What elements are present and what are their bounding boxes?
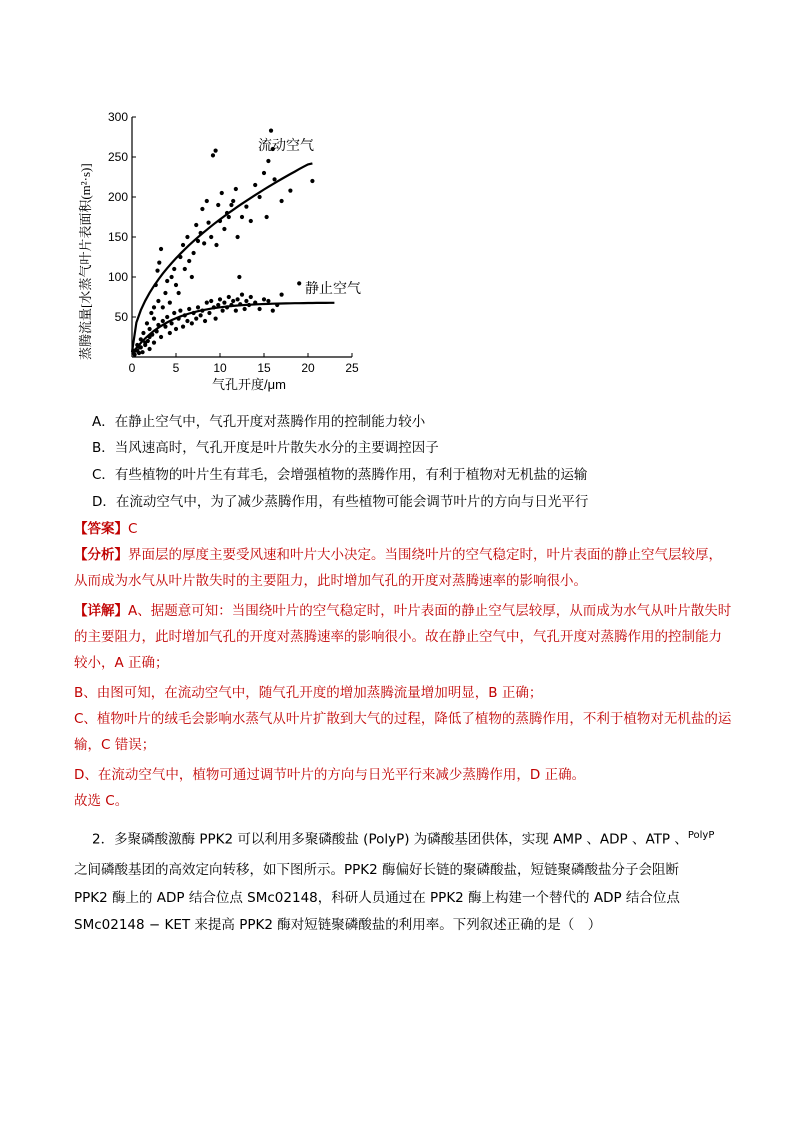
answer-value: C (128, 521, 138, 537)
detail-label: 【详解】 (74, 603, 128, 619)
flowing-air-point (177, 291, 181, 295)
question2-line1-sup: PolyP (687, 830, 715, 841)
question2-line4: SMc02148 − KET 来提高 PPK2 酶对短链聚磷酸盐的利用率。下列叙述正确的是（ ） (74, 917, 602, 933)
option-c: C．有些植物的叶片生有茸毛，会增强植物的蒸腾作用，有利于植物对无机盐的运输 (92, 467, 588, 483)
detail-c: C、植物叶片的绒毛会影响水蒸气从叶片扩散到大气的过程，降低了植物的蒸腾作用，不利于植物对无机盐的运输，C 错误； (74, 711, 732, 753)
flowing-air-point (161, 305, 165, 309)
flowing-air-point (253, 183, 257, 187)
still-air-point (172, 311, 176, 315)
still-air-point (165, 315, 169, 319)
y-tick-label: 250 (107, 150, 128, 164)
x-axis-label: 气孔开度/μm (212, 377, 286, 392)
still-air-point (227, 295, 231, 299)
flowing-air-point (280, 199, 284, 203)
flowing-air-point (163, 291, 167, 295)
still-air-point (236, 297, 240, 301)
still-air-point (174, 327, 178, 331)
analysis-text: 界面层的厚度主要受风速和叶片大小决定。当围绕叶片的空气稳定时，叶片表面的静止空气层较厚，从而成为水气从叶片散失时的主要阻力，此时增加气孔的开度对蒸腾速率的影响很小。 (74, 547, 722, 589)
question2-line2: 之间磷酸基团的高效定向转移，如下图所示。PPK2 酶偏好长链的聚磷酸盐，短链聚磷酸盐分子会阻断 (74, 862, 680, 878)
flowing-air-point (187, 259, 191, 263)
flowing-air-point (185, 235, 189, 239)
flowing-air-point (181, 243, 185, 247)
flowing-air-point (152, 305, 156, 309)
detail-a (74, 598, 734, 676)
x-tick-label: 20 (301, 361, 315, 375)
flowing-air-point (220, 191, 224, 195)
flowing-air-point (310, 179, 314, 183)
still-air-point (152, 341, 156, 345)
flowing-air-point (155, 269, 159, 273)
still-air-point (214, 317, 218, 321)
y-tick-label: 50 (114, 310, 128, 324)
still-air-point (203, 319, 207, 323)
detail-conclusion: 故选 C。 (74, 793, 129, 809)
still-air-point (168, 331, 172, 335)
still-air-point (178, 309, 182, 313)
flowing-air-point (214, 149, 218, 153)
answer-label: 【答案】 (74, 521, 128, 537)
still-air-point (140, 350, 144, 354)
y-tick-label: 100 (107, 270, 128, 284)
flowing-air-point (183, 267, 187, 271)
still-air-point (240, 293, 244, 297)
flowing-air-point (165, 279, 169, 283)
transpiration-scatter-chart (70, 105, 390, 395)
x-tick-label: 0 (128, 361, 136, 375)
y-tick-label: 150 (107, 230, 128, 244)
flowing-air-point (206, 221, 210, 225)
flowing-air-point (227, 215, 231, 219)
y-tick-label: 300 (107, 110, 128, 124)
flowing-air-point (236, 235, 240, 239)
flowing-air-point (272, 177, 276, 181)
flowing-air-point (249, 219, 253, 223)
flowing-air-point (269, 129, 273, 133)
detail-d: D、在流动空气中，植物可通过调节叶片的方向与日光平行来减少蒸腾作用，D 正确。 (74, 767, 586, 783)
still-air-point (187, 307, 191, 311)
still-air-point (244, 299, 248, 303)
flowing-air-point (152, 317, 156, 321)
detail-b: B、由图可知，在流动空气中，随气孔开度的增加蒸腾流量增加明显，B 正确； (74, 685, 543, 701)
still-air-point (185, 319, 189, 323)
still-air-point (266, 299, 270, 303)
x-tick-label: 5 (172, 361, 180, 375)
still-air-point (161, 319, 165, 323)
flowing-air-point (234, 187, 238, 191)
still-air-point (262, 297, 266, 301)
question2-line3: PPK2 酶上的 ADP 结合位点 SMc02148，科研人员通过在 PPK2 酶上构建一个替代的 ADP 结合位点 (74, 890, 680, 906)
question2-line1 (92, 826, 742, 850)
annotation-still-air: 静止空气 (305, 280, 361, 296)
still-air-point (143, 343, 147, 347)
still-air-point (297, 281, 301, 285)
still-air-point (181, 325, 185, 329)
question2-line1-text: 2．多聚磷酸激酶 PPK2 可以利用多聚磷酸盐 (PolyP) 为磷酸基团供体，实现 AMP 、ADP 、ATP 、 (92, 831, 688, 848)
flowing-air-point (156, 299, 160, 303)
flowing-air-point (190, 275, 194, 279)
flowing-air-point (168, 301, 172, 305)
flowing-air-point (262, 171, 266, 175)
flowing-air-point (174, 283, 178, 287)
option-a: A．在静止空气中，气孔开度对蒸腾作用的控制能力较小 (92, 414, 426, 430)
still-air-point (205, 301, 209, 305)
flowing-air-point (258, 195, 262, 199)
still-air-point (249, 295, 253, 299)
flowing-air-point (159, 247, 163, 251)
x-tick-label: 15 (257, 361, 271, 375)
still-air-point (196, 305, 200, 309)
detail-a-text: A、据题意可知：当围绕叶片的空气稳定时，叶片表面的静止空气层较厚，从而成为水气从叶片散失时的主要阻力，此时增加气孔的开度对蒸腾速率的影响很小。故在静止空气中，气孔开度对蒸腾作用的控制能力较小，A 正确； (74, 603, 732, 671)
flowing-air-point (157, 261, 161, 265)
flowing-air-point (237, 275, 241, 279)
annotation-flowing-air: 流动空气 (258, 137, 314, 153)
flowing-air-point (205, 199, 209, 203)
trend-curves (132, 163, 334, 353)
still-air-point (146, 339, 150, 343)
still-air-point (207, 311, 211, 315)
flowing-air-point (216, 203, 220, 207)
still-air-point (209, 299, 213, 303)
flowing-air-point (141, 331, 145, 335)
still-air-point (231, 299, 235, 303)
flowing-air-point (265, 215, 269, 219)
flowing-air-point (200, 207, 204, 211)
flowing-air-point (145, 321, 149, 325)
flowing-air-point (211, 153, 215, 157)
still-air-point (199, 313, 203, 317)
chart-axes (108, 110, 359, 375)
option-d: D．在流动空气中，为了减少蒸腾作用，有些植物可能会调节叶片的方向与日光平行 (92, 494, 589, 510)
x-tick-label: 10 (213, 361, 227, 375)
flowing-air-point (240, 215, 244, 219)
flowing-air-point (288, 189, 292, 193)
flowing-air-point (148, 327, 152, 331)
chart-points (133, 129, 315, 357)
still-air-point (148, 347, 152, 351)
option-b: B．当风速高时，气孔开度是叶片散失水分的主要调控因子 (92, 440, 439, 456)
flowing-air-point (194, 223, 198, 227)
still-air-point (221, 309, 225, 313)
analysis-label: 【分析】 (74, 547, 128, 563)
flowing-air-point (214, 243, 218, 247)
flowing-air-point (244, 205, 248, 209)
still-air-point (159, 335, 163, 339)
still-air-point (218, 297, 222, 301)
flowing-air-point (229, 203, 233, 207)
still-air-point (234, 309, 238, 313)
still-air-point (243, 307, 247, 311)
flowing-air-point (170, 275, 174, 279)
still-air-point (190, 321, 194, 325)
y-tick-label: 200 (107, 190, 128, 204)
analysis-block (74, 542, 734, 594)
flowing-air-point (222, 227, 226, 231)
x-tick-label: 25 (345, 361, 359, 375)
flowing-air-point (202, 241, 206, 245)
y-axis-label: 蒸腾流量[水蒸气叶片表面积(m²·s)] (78, 163, 93, 360)
still-air-point (222, 301, 226, 305)
flowing-air-point (192, 251, 196, 255)
still-air-point (194, 317, 198, 321)
flowing-air-point (172, 267, 176, 271)
still-air-point (258, 307, 262, 311)
answer-line (74, 519, 137, 539)
flowing-air-point (266, 159, 270, 163)
still-air-trend (132, 303, 334, 354)
flowing-air-point (149, 311, 153, 315)
still-air-point (271, 309, 275, 313)
flowing-air-point (231, 199, 235, 203)
still-air-point (280, 293, 284, 297)
flowing-air-point (209, 235, 213, 239)
